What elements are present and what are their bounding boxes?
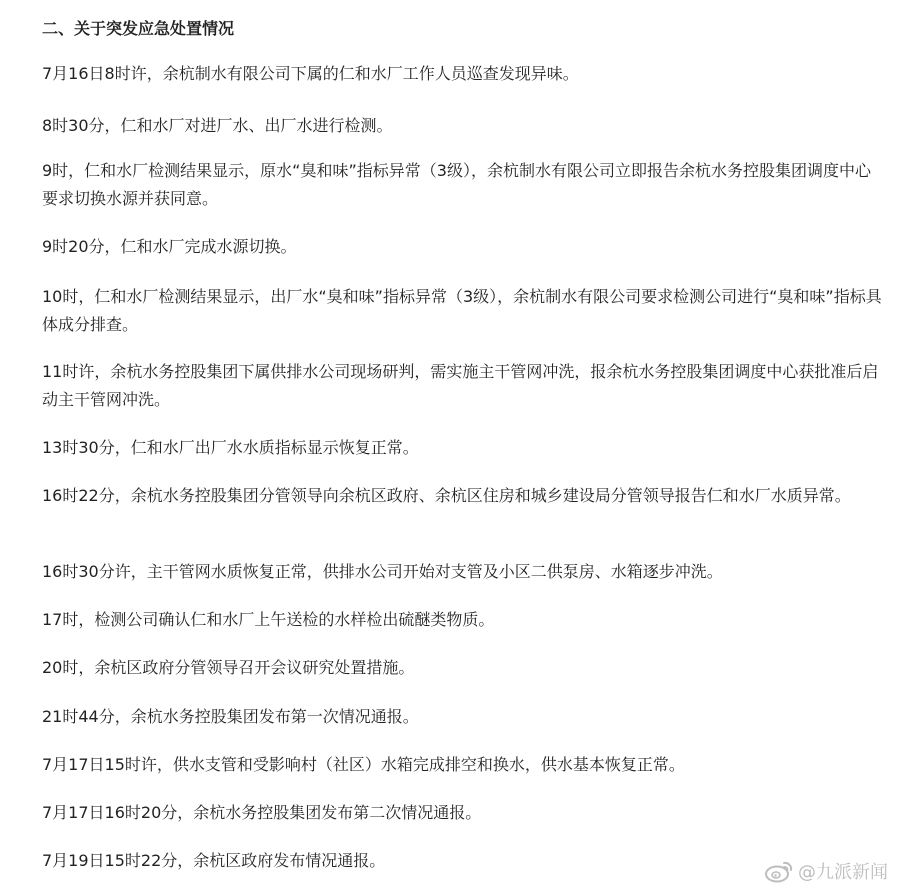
entry-paragraph: 17时，检测公司确认仁和水厂上午送检的水样检出硫醚类物质。	[42, 610, 495, 629]
entry-paragraph: 21时44分，余杭水务控股集团发布第一次情况通报。	[42, 707, 419, 726]
entry-paragraph: 13时30分，仁和水厂出厂水水质指标显示恢复正常。	[42, 438, 419, 457]
watermark-text: @九派新闻	[798, 862, 888, 883]
weibo-logo-icon	[764, 859, 794, 883]
entry-paragraph: 11时许，余杭水务控股集团下属供排水公司现场研判，需实施主干管网冲洗，报余杭水务控股集团调度中心获批准后启动主干管网冲洗。	[42, 362, 879, 409]
entry-paragraph: 9时20分，仁和水厂完成水源切换。	[42, 237, 297, 256]
entry-paragraph: 16时22分，余杭水务控股集团分管领导向余杭区政府、余杭区住房和城乡建设局分管领导报告仁和水厂水质异常。	[42, 486, 851, 505]
entry-paragraph: 10时，仁和水厂检测结果显示，出厂水“臭和味”指标异常（3级），余杭制水有限公司要求检测公司进行“臭和味”指标具体成分排查。	[42, 287, 882, 334]
entry-paragraph: 9时，仁和水厂检测结果显示，原水“臭和味”指标异常（3级），余杭制水有限公司立即报告余杭水务控股集团调度中心要求切换水源并获同意。	[42, 161, 871, 208]
entry-paragraph: 16时30分许，主干管网水质恢复正常，供排水公司开始对支管及小区二供泵房、水箱逐步冲洗。	[42, 562, 723, 581]
entry-paragraph: 7月17日16时20分，余杭水务控股集团发布第二次情况通报。	[42, 803, 482, 822]
watermark	[764, 858, 888, 884]
entry-paragraph: 20时，余杭区政府分管领导召开会议研究处置措施。	[42, 658, 415, 677]
entry-paragraph: 7月19日15时22分，余杭区政府发布情况通报。	[42, 851, 386, 870]
section-heading: 二、关于突发应急处置情况	[42, 19, 235, 38]
entry-paragraph: 8时30分，仁和水厂对进厂水、出厂水进行检测。	[42, 116, 393, 135]
entry-paragraph: 7月16日8时许，余杭制水有限公司下属的仁和水厂工作人员巡查发现异味。	[42, 64, 579, 83]
entry-paragraph: 7月17日15时许，供水支管和受影响村（社区）水箱完成排空和换水，供水基本恢复正常。	[42, 755, 685, 774]
